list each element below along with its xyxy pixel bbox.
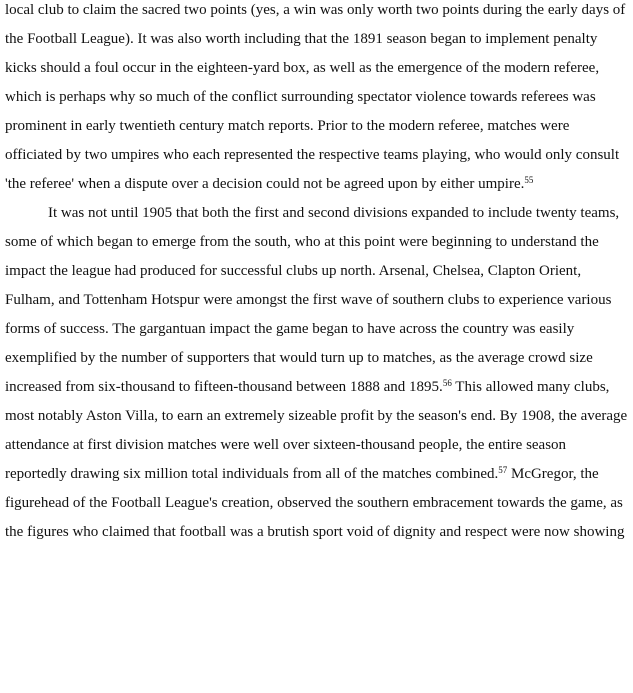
text-line: the Football League). It was also worth including that the 1891 season began to implement penalty xyxy=(5,31,598,47)
text-line: prominent in early twentieth century match reports. Prior to the modern referee, matches were xyxy=(5,118,570,134)
text-line-indented: It was not until 1905 that both the first and second divisions expanded to include twenty teams, xyxy=(48,205,620,221)
line-text-after: McGregor, the xyxy=(507,466,599,482)
line-text: 'the referee' when a dispute over a decision could not be agreed upon by either umpire. xyxy=(5,176,525,192)
text-line: attendance at first division matches were well over sixteen-thousand people, the entire season xyxy=(5,437,567,453)
footnote-marker[interactable]: 56 xyxy=(442,378,452,388)
text-line: local club to claim the sacred two points (yes, a win was only worth two points during the early days of xyxy=(5,2,626,18)
text-line: some of which began to emerge from the south, who at this point were beginning to understand the xyxy=(5,234,599,250)
document-page xyxy=(5,0,629,551)
paragraph-2 xyxy=(5,195,629,551)
paragraph-1 xyxy=(5,0,629,203)
text-line: kicks should a foul occur in the eighteen-yard box, as well as the emergence of the modern referee, xyxy=(5,60,600,76)
footnote-marker[interactable]: 55 xyxy=(524,175,534,185)
text-line: forms of success. The gargantuan impact the game began to have across the country was easily xyxy=(5,321,575,337)
line-text: increased from six-thousand to fifteen-thousand between 1888 and 1895. xyxy=(5,379,443,395)
text-line: exemplified by the number of supporters that would turn up to matches, as the average crowd size xyxy=(5,350,593,366)
text-line: impact the league had produced for successful clubs up north. Arsenal, Chelsea, Clapton Orient, xyxy=(5,263,582,279)
text-line: most notably Aston Villa, to earn an extremely sizeable profit by the season's end. By 1908, the average xyxy=(5,408,628,424)
footnote-marker[interactable]: 57 xyxy=(498,465,508,475)
line-text: reportedly drawing six million total individuals from all of the matches combined. xyxy=(5,466,499,482)
text-line: officiated by two umpires who each represented the respective teams playing, who would only consult xyxy=(5,147,620,163)
text-line: which is perhaps why so much of the conflict surrounding spectator violence towards referees was xyxy=(5,89,596,105)
text-line: figurehead of the Football League's creation, observed the southern embracement towards the game, as xyxy=(5,495,623,511)
line-text-after: This allowed many clubs, xyxy=(451,379,610,395)
text-line: Fulham, and Tottenham Hotspur were amongst the first wave of southern clubs to experience various xyxy=(5,292,612,308)
text-line: the figures who claimed that football was a brutish sport void of dignity and respect were now showing xyxy=(5,524,625,540)
